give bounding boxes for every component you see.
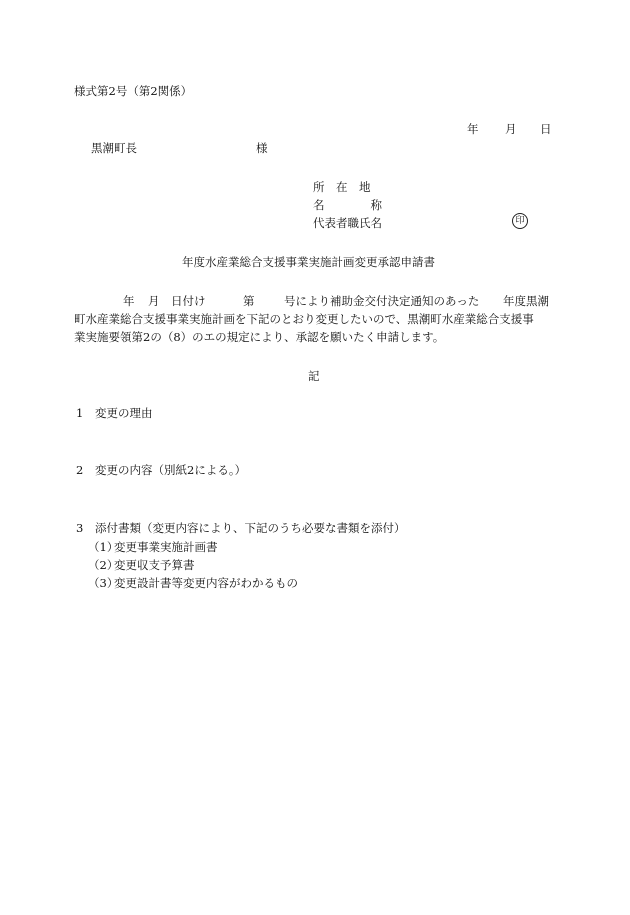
address-label: 所 在 地 [313,180,371,194]
body-day-attached: 日付け [171,294,206,308]
item-2-text: 変更の内容（別紙2による。） [95,463,247,477]
body-month: 月 [148,294,160,308]
attachment-2-text: 変更収支予算書 [114,558,195,572]
body-line3: 業実施要領第2の（8）のエの規定により、承認を願いたく申請します。 [74,330,445,344]
ki-heading: 記 [308,369,320,383]
document-title: 年度水産業総合支援事業実施計画変更承認申請書 [182,255,435,269]
form-number: 様式第2号（第2関係） [74,84,193,98]
item-1-text: 変更の理由 [95,406,153,420]
attachment-1-number: （1） [88,540,119,554]
attachment-3-text: 変更設計書等変更内容がわかるもの [114,576,298,590]
item-2-number: 2 [76,463,84,477]
attachment-2-number: （2） [88,558,119,572]
body-line1-text: 号により補助金交付決定通知のあった [284,294,480,308]
attachment-1-text: 変更事業実施計画書 [114,540,218,554]
item-3-text: 添付書類（変更内容により、下記のうち必要な書類を添付） [95,521,406,535]
date-year: 年 [467,122,479,136]
recipient-honorific: 様 [256,141,268,155]
recipient-name: 黒潮町長 [91,141,137,155]
body-number-prefix: 第 [243,294,255,308]
body-line1-tail: 年度黒潮 [503,294,549,308]
date-month: 月 [505,122,517,136]
body-year: 年 [123,294,135,308]
representative-label: 代表者職氏名 [313,216,382,230]
item-1-number: 1 [76,406,84,420]
date-day: 日 [540,122,552,136]
name-label: 名 称 [313,198,382,212]
body-line2: 町水産業総合支援事業実施計画を下記のとおり変更したいので、黒潮町水産業総合支援事 [74,312,534,326]
item-3-number: 3 [76,521,84,535]
seal-mark: 印 [512,213,528,229]
attachment-3-number: （3） [88,576,119,590]
